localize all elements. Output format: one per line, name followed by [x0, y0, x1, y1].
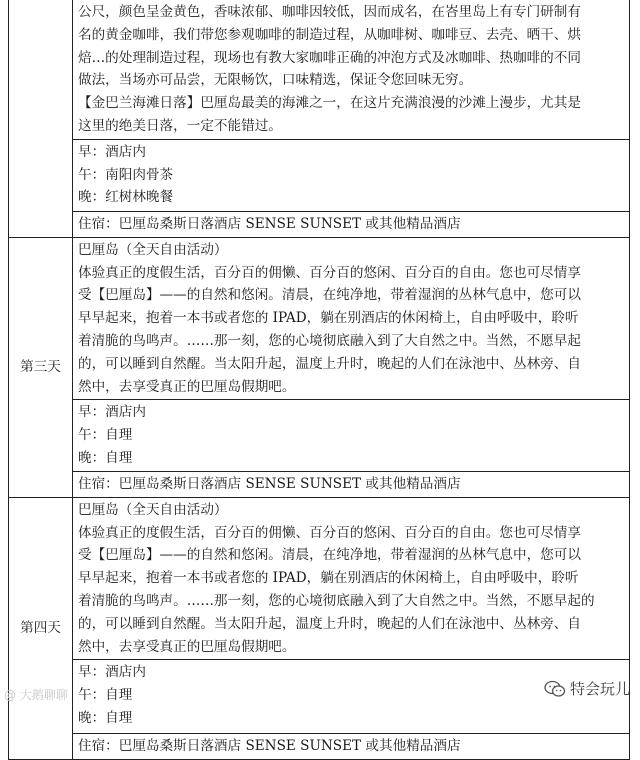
- watermark-left-text: @ 大鹅聊聊: [4, 688, 68, 702]
- text-line: 巴厘岛（全天自由活动）: [78, 501, 228, 518]
- text-line: 的，可以睡到自然醒。当太阳升起，温度上升时，晚起的人们在泳池中、丛林旁、自: [78, 615, 581, 632]
- breakfast-text: 早：酒店内: [78, 404, 146, 421]
- day2-stay: [73, 211, 630, 237]
- text-line: 这里的绝美日落，一定不能错过。: [78, 117, 282, 134]
- day3-description: [73, 237, 630, 400]
- text-line: 着清脆的鸟鸣声。……那一刻，您的心境彻底融入到了大自然之中。当然，不愿早起: [78, 332, 581, 349]
- text-line: 然中，去享受真正的巴厘岛假期吧。: [78, 378, 296, 395]
- text-line: 做法，当场亦可品尝，无限畅饮，口味精选，保证令您回味无穷。: [78, 72, 473, 89]
- text-line: 受【巴厘岛】——的自然和悠闲。清晨，在纯净地，带着湿润的丛林气息中，您可以: [78, 287, 581, 304]
- dinner-text: 晚：红树林晚餐: [78, 189, 174, 206]
- text-line: 早早起来，抱着一本书或者您的 IPAD，躺在别酒店的休闲椅上，自由呼吸中，聆听: [78, 310, 579, 327]
- stay-text: 住宿：巴厘岛桑斯日落酒店 SENSE SUNSET 或其他精品酒店: [78, 738, 461, 755]
- text-line: 受【巴厘岛】——的自然和悠闲。清晨，在纯净地，带着湿润的丛林气息中，您可以: [78, 547, 581, 564]
- dinner-text: 晚：自理: [78, 709, 133, 726]
- text-line: 公尺，颜色呈金黄色，香味浓郁、咖啡因较低，因而成名，在峇里岛上有专门研制有: [78, 4, 581, 20]
- day2-meals-row: [9, 139, 630, 211]
- text-line: 早早起来，抱着一本书或者您的 IPAD，躺在别酒店的休闲椅上，自由呼吸中，聆听: [78, 570, 579, 587]
- stay-text: 住宿：巴厘岛桑斯日落酒店 SENSE SUNSET 或其他精品酒店: [78, 475, 461, 492]
- day4-label-cell: [9, 497, 73, 760]
- lunch-text: 午：自理: [78, 687, 133, 704]
- day3-label-cell: [9, 237, 73, 497]
- stay-text: 住宿：巴厘岛桑斯日落酒店 SENSE SUNSET 或其他精品酒店: [78, 215, 461, 232]
- day3-stay-row: [9, 471, 630, 497]
- text-line: 【金巴兰海滩日落】巴厘岛最美的海滩之一，在这片充满浪漫的沙滩上漫步，尤其是: [78, 95, 581, 112]
- lunch-text: 午：南阳肉骨茶: [78, 166, 174, 183]
- day4-description-row: [9, 497, 630, 660]
- lunch-text: 午：自理: [78, 427, 133, 444]
- day3-description-row: [9, 237, 630, 400]
- text-line: 体验真正的度假生活，百分百的佣懒、百分百的悠闲、百分百的自由。您也可尽情享: [78, 264, 581, 281]
- dinner-text: 晚：自理: [78, 449, 133, 466]
- day4-stay-row: [9, 734, 630, 760]
- day2-meals: [73, 139, 630, 211]
- watermark-left: [4, 686, 68, 703]
- breakfast-text: 早：酒店内: [78, 143, 146, 160]
- day2-description: [73, 0, 630, 139]
- day4-stay: [73, 734, 630, 760]
- day3-meals: [73, 400, 630, 471]
- text-line: 名的黄金咖啡，我们带您参观咖啡的制造过程，从咖啡树、咖啡豆、去壳、晒干、烘: [78, 26, 581, 43]
- text-line: 着清脆的鸟鸣声。……那一刻，您的心境彻底融入到了大自然之中。当然，不愿早起的: [78, 592, 595, 609]
- day3-meals-row: [9, 400, 630, 471]
- text-line: 体验真正的度假生活，百分百的佣懒、百分百的悠闲、百分百的自由。您也可尽情享: [78, 524, 581, 541]
- day4-description: [73, 497, 630, 660]
- breakfast-text: 早：酒店内: [78, 664, 146, 681]
- day2-description-row: [9, 0, 630, 139]
- day2-stay-row: [9, 211, 630, 237]
- day4-meals-row: [9, 660, 630, 734]
- day4-label: 第四天: [20, 620, 61, 637]
- wechat-icon: [544, 680, 566, 698]
- text-line: 的，可以睡到自然醒。当太阳升起，温度上升时，晚起的人们在泳池中、丛林旁、自: [78, 355, 581, 372]
- text-line: 然中，去享受真正的巴厘岛假期吧。: [78, 638, 296, 655]
- text-line: 巴厘岛（全天自由活动）: [78, 241, 228, 258]
- itinerary-table: [8, 0, 630, 760]
- watermark-right-text: 特会玩儿: [569, 680, 630, 698]
- day2-label-cell: [9, 0, 73, 237]
- day3-label: 第三天: [20, 358, 61, 375]
- watermark-right: [544, 678, 630, 699]
- text-line: 焙…的处理制造过程，现场也有教大家咖啡正确的冲泡方式及冰咖啡、热咖啡的不同: [78, 49, 581, 66]
- day3-stay: [73, 471, 630, 497]
